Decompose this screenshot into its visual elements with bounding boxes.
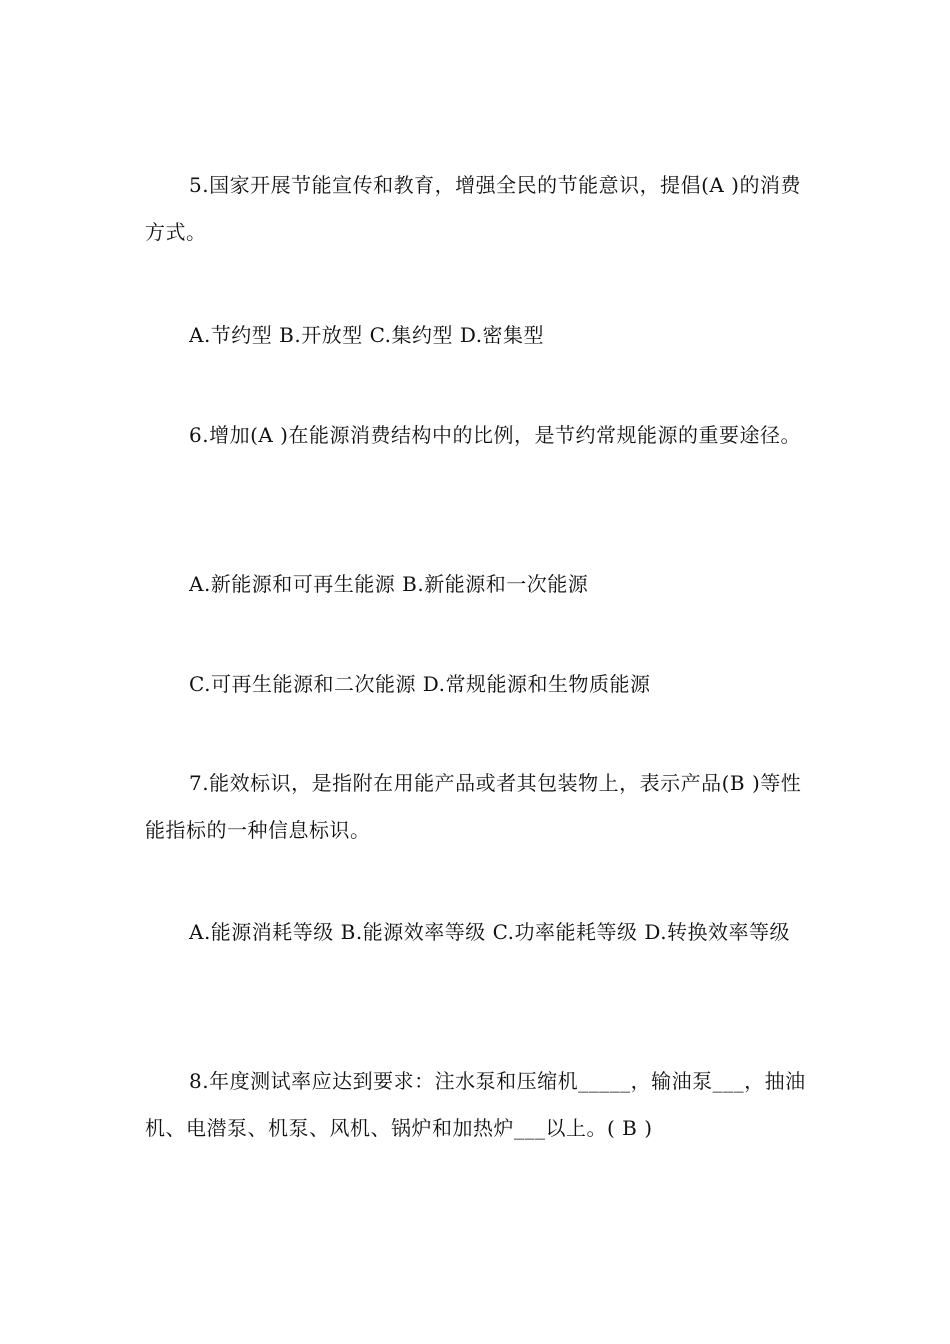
question-8-text: 8.年度测试率应达到要求：注水泵和压缩机_____，输油泵___，抽油机、电潜泵、机泵、风机、锅炉和加热炉___以上。( B ): [145, 1069, 806, 1140]
question-5-text: 5.国家开展节能宣传和教育，增强全民的节能意识，提倡(A )的消费方式。: [145, 173, 801, 244]
question-7-options: A.能源消耗等级 B.能源效率等级 C.功率能耗等级 D.转换效率等级: [189, 920, 791, 944]
question-7-text: 7.能效标识，是指附在用能产品或者其包装物上，表示产品(B )等性能指标的一种信息标识。: [145, 771, 802, 842]
question-6-options-cd: C.可再生能源和二次能源 D.常规能源和生物质能源: [189, 672, 651, 696]
question-6-text: 6.增加(A )在能源消费结构中的比例，是节约常规能源的重要途径。: [189, 423, 801, 447]
question-6-options-ab: A.新能源和可再生能源 B.新能源和一次能源: [189, 572, 589, 596]
question-5-options: A.节约型 B.开放型 C.集约型 D.密集型: [189, 323, 545, 347]
